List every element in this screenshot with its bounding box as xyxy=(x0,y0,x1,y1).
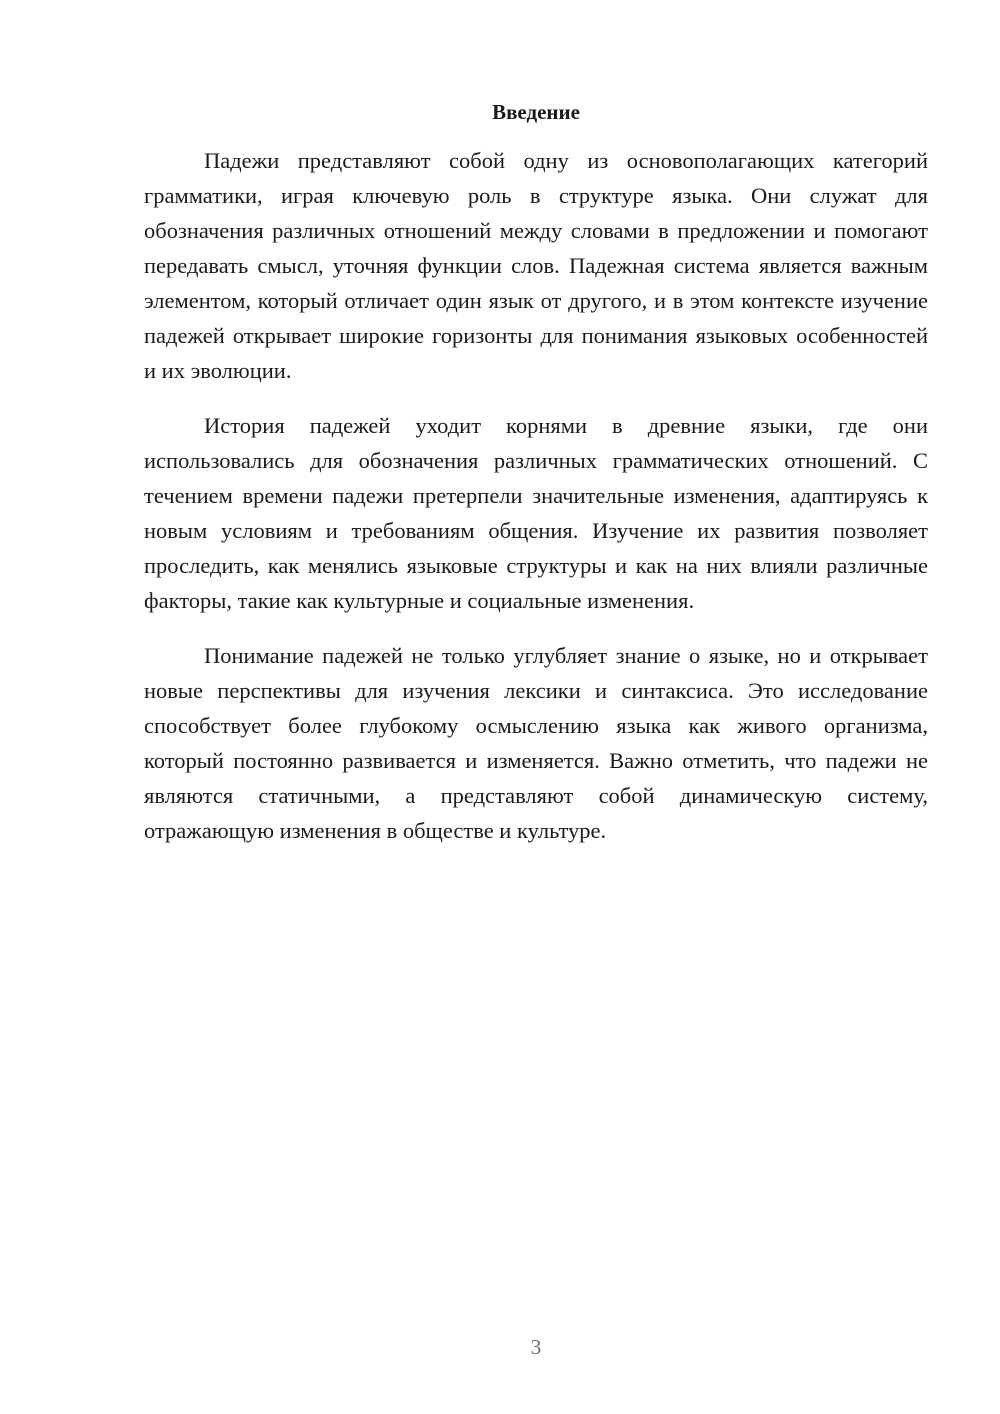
paragraph-2: История падежей уходит корнями в древние языки, где они использовались для обозначения различных грамматических отношений. С течением времени падежи претерпели значительные изменения, адаптируясь к новым условиям и требованиям общения. Изучение их развития позволяет проследить, как менялись языковые структуры и как на них влияли различные факторы, такие как культурные и социальные изменения. xyxy=(144,413,928,613)
paragraph-1: Падежи представляют собой одну из основополагающих категорий грамматики, играя ключевую роль в структуре языка. Они служат для обозначения различных отношений между словами в предложении и помогают передавать смысл, уточняя функции слов. Падежная система является важным элементом, который отличает один язык от другого, и в этом контексте изучение падежей открывает широкие горизонты для понимания языковых особенностей и их эволюции. xyxy=(144,148,928,383)
page-number: 3 xyxy=(530,1335,542,1359)
paragraph-3: Понимание падежей не только углубляет знание о языке, но и открывает новые перспективы для изучения лексики и синтаксиса. Это исследование способствует более глубокому осмыслению языка как живого организма, который постоянно развивается и изменяется. Важно отметить, что падежи не являются статичными, а представляют собой динамическую систему, отражающую изменения в обществе и культуре. xyxy=(144,643,928,843)
section-heading: Введение xyxy=(492,100,580,124)
body-text xyxy=(144,143,928,868)
